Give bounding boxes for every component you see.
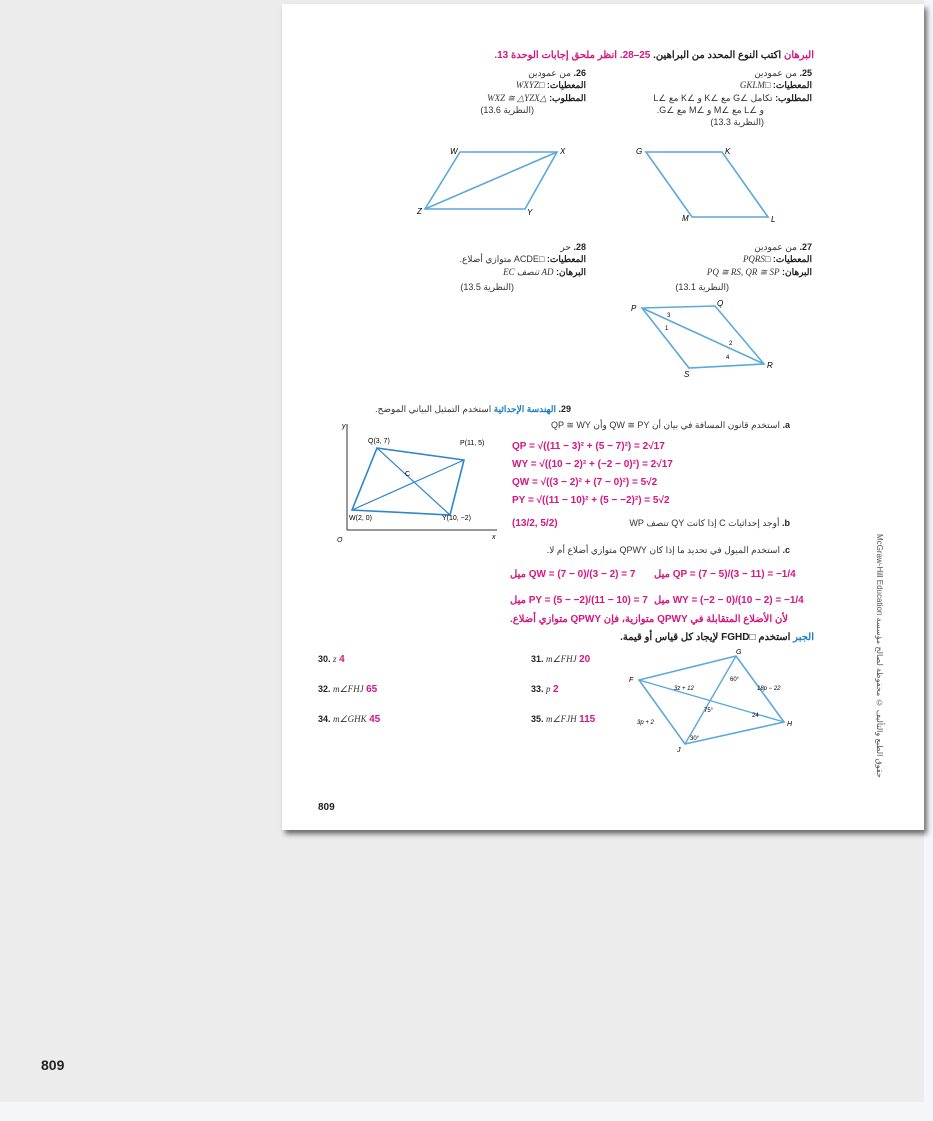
midpoint-answer: (13/2, 5/2) [512,518,558,529]
vertex-R: R [767,361,773,370]
vertex-W: W [450,147,458,156]
vertex-X: X [560,147,566,156]
vertex-M: M [682,214,689,223]
parallelogram-fghd [622,644,802,759]
vertex-L: L [771,215,776,224]
expr-3z-12: 3z + 12 [674,686,694,692]
point-C: C [405,471,411,478]
angle-75: 75° [704,708,714,714]
vertex-Q: Q [717,299,724,308]
vertex-Z: Z [417,207,422,216]
item-32: 32. m∠FHJ 65 [318,684,378,695]
parallelogram-gklm [636,147,775,224]
slope-qw: ميل QW = (7 − 0)/(3 − 2) = 7 [510,569,636,580]
vertex-G: G [736,649,742,656]
header-text: اكتب النوع المحدد من البراهين. [653,50,782,61]
x-axis-label: x [492,534,496,541]
slope-qp: ميل QP = (7 − 5)/(3 − 11) = −1/4 [654,569,796,580]
point-P: P(11, 5) [460,440,485,447]
angle-2: 2 [729,341,733,347]
origin-label: O [337,537,343,544]
coordinate-geometry-label: الهندسة الإحداثية [493,404,556,414]
algebra-header: الجبر استخدم □FGHD لإيجاد كل قياس أو قيمة. [620,632,814,643]
vertex-P: P [631,304,637,313]
distance-eq-2: WY = √((10 − 2)² + (−2 − 0)²) = 2√17 [512,459,673,470]
label-24: 24 [752,713,759,719]
outer-page-number: 809 [41,1057,65,1073]
coordinate-graph [332,418,502,544]
expr-3p-2: 3p + 2 [637,720,654,726]
parallelogram-pqrs [631,299,773,379]
item-34: 34. m∠GHK 45 [318,714,381,725]
item-30: 30. z 4 [318,654,345,665]
distance-eq-3: QW = √((3 − 2)² + (7 − 0)²) = 5√2 [512,477,658,488]
slope-py: ميل PY = (5 − −2)/(11 − 10) = 7 [510,595,648,606]
slope-wy: ميل WY = (−2 − 0)/(10 − 2) = −1/4 [654,595,804,606]
parallelogram-wxyz [416,147,566,217]
item-33: 33. p 2 [531,684,559,695]
vertex-S: S [684,370,690,379]
page-number: 809 [318,802,335,813]
vertex-J: J [677,747,681,754]
item-35: 35. m∠FJH 115 [531,714,596,725]
angle-60: 60° [730,677,740,683]
vertex-F: F [629,677,634,684]
vertex-H: H [787,721,793,728]
y-axis-label: y [342,423,346,430]
angle-30: 30° [690,736,700,742]
vertex-G: G [636,147,643,156]
header-label: البرهان [783,50,814,61]
distance-eq-4: PY = √((11 − 10)² + (5 − −2)²) = 5√2 [512,495,670,506]
item-31: 31. m∠FHJ 20 [531,654,591,665]
viewer-footer-strip [0,1102,933,1121]
document-page: البرهان اكتب النوع المحدد من البراهين. 25–28. انظر ملحق إجابات الوحدة 13. 25. من عمودين المعطيات: □GKLM المطلوب: تكامل ∠G مع ∠K و ∠K مع ∠L و ∠L مع ∠M و ∠M مع ∠G. (النظرية 13.3) 26. من عمودين المعطيات: □WXYZ المطلوب: △WXZ ≅ △YZX (النظرية 13.6) W X Z Y G K M L P Q R S 3 1 2 4 27. من عمودين المعطيات: □PQRS البرهان: PQ ≅ RS, QR ≅ SP (النظرية 13.1) 28. حر المعطيات: □ACDE متوازي أضلاع. البرهان: AD تنصف EC (النظرية 13.5) 29. الهندسة الإحداثية استخدم التمثيل البياني الموضح. a. استخدم قانون المسافة في بيان أن QW ≅ PY وأن QP ≅ WY QP = √((11 − 3)² + (5 − 7)²) = 2√17 WY = √((10 − 2)² + (−2 − 0)²) = 2√17 QW = √((3 − 2)² + (7 − 0)²) = 5√2 PY = √((11 − 10)² + (5 − −2)²) = 5√2 b. أوجد إحداثيات C إذا كانت QY تنصف WP (13/2, 5/2) c. استخدم الميول في تحديد ما إذا كان QPWY متوازي أضلاع أم لا. ميل QW = (7 − 0)/(3 − 2) = 7 ميل QP = (7 − 5)/(3 − 11) = −1/4 ميل PY = (5 − −2)/(11 − 10) = 7 ميل WY = (−2 − 0)/(10 − 2) = −1/4 لأن الأضلاع المتقابلة في QPWY متوازية، فإن QPWY متوازي أضلاع. y x O Q(3, 7) P(11, 5) W(2, 0) Y(10, −2) C الجبر استخدم □FGHD لإيجاد كل قياس أو قيمة. 30. z 4 31. m∠FHJ 20 32. m∠FHJ 65 33. p 2 34. m∠GHK 45 35. m∠FJH 115 F G H J 3z + 12 18p − 22 3p + 2 60° 75° 24 30° McGraw-Hill Education حقوق الطبع والتأليف © محفوظة لصالح مؤسسة 809 [282,4,924,830]
angle-1: 1 [665,326,669,332]
figures-layer [282,4,924,830]
expr-18p-22: 18p − 22 [757,686,781,692]
angle-3: 3 [667,313,671,319]
point-Q: Q(3, 7) [368,438,390,445]
copyright-side-text: McGraw-Hill Education حقوق الطبع والتأليف © محفوظة لصالح مؤسسة [875,534,884,778]
vertex-K: K [725,147,731,156]
angle-4: 4 [726,355,730,361]
header-answer: 25–28. انظر ملحق إجابات الوحدة 13. [494,50,651,61]
distance-eq-1: QP = √((11 − 3)² + (5 − 7)²) = 2√17 [512,441,665,452]
slope-conclusion: لأن الأضلاع المتقابلة في QPWY متوازية، فإن QPWY متوازي أضلاع. [509,614,788,625]
point-W: W(2, 0) [349,515,372,522]
point-Y: Y(10, −2) [442,515,471,522]
vertex-Y: Y [527,208,533,217]
